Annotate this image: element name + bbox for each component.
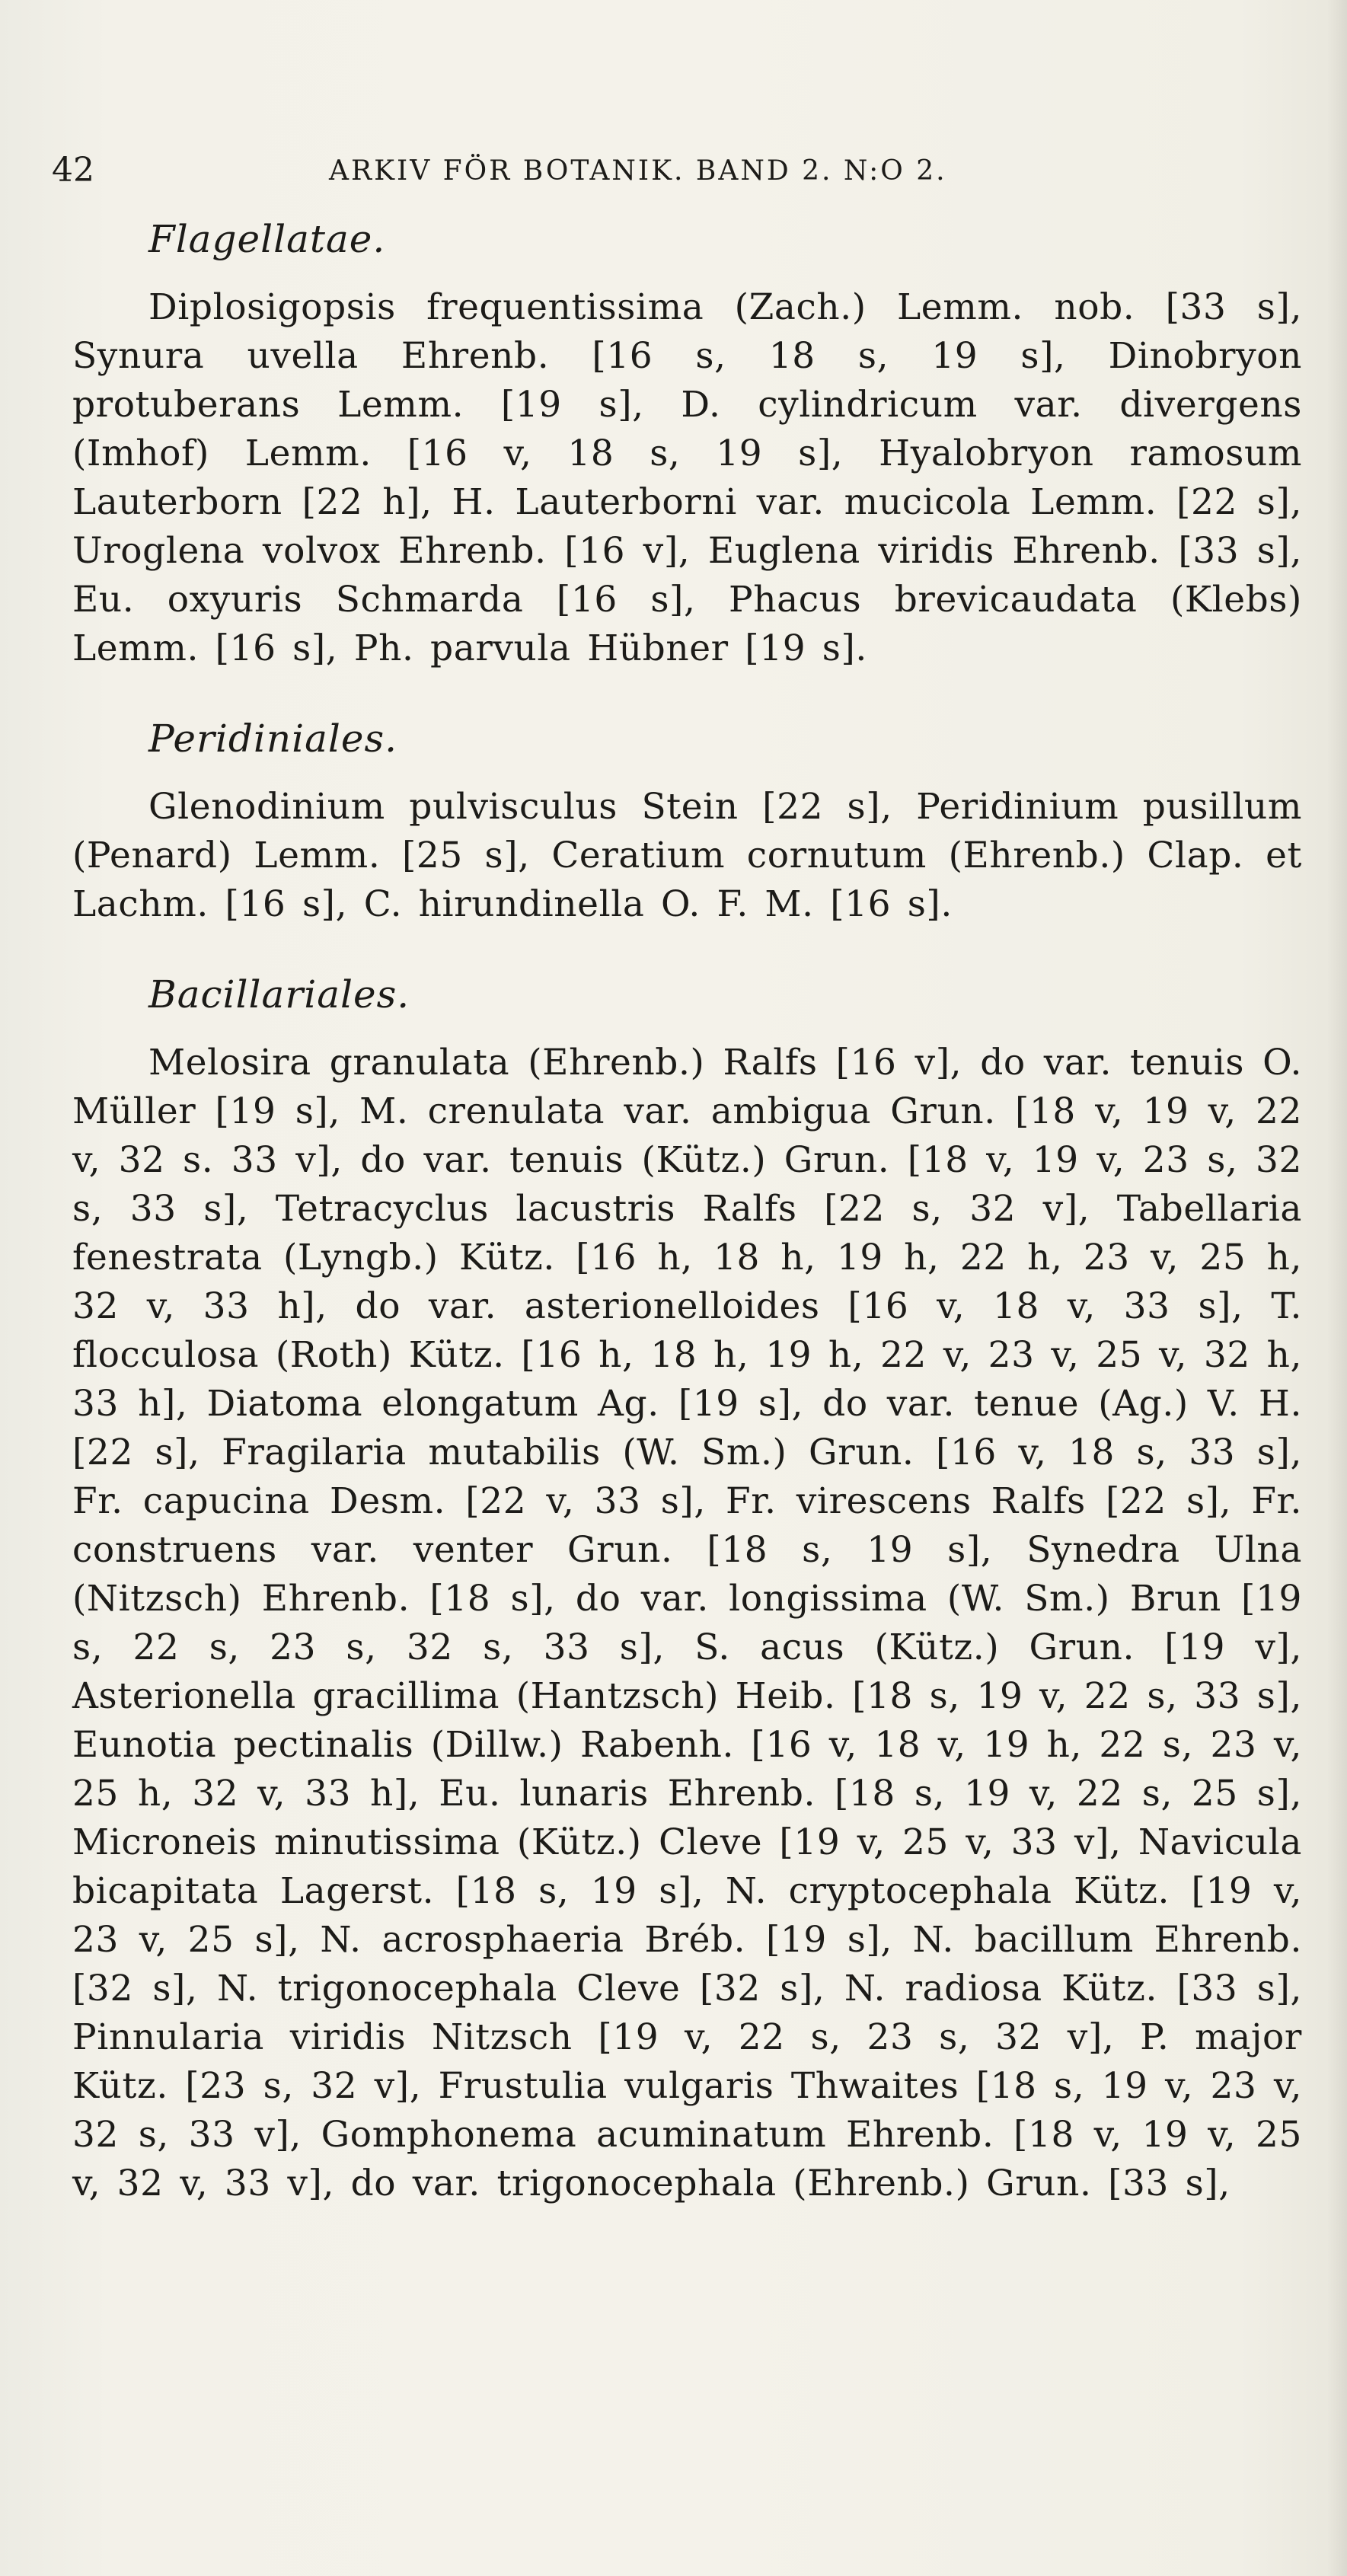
section-heading: Peridiniales. xyxy=(148,717,398,761)
page-text xyxy=(72,215,1302,2208)
section-paragraph: Glenodinium pulvisculus Stein [22 s], Peridinium pusillum (Penard) Lemm. [25 s], Ceratium cornutum (Ehrenb.) Clap. et Lachm. [16 s], C. hirundinella O. F. M. [16 s]. xyxy=(72,786,1302,925)
section-peridiniales xyxy=(72,714,1302,929)
running-title: ARKIV FÖR BOTANIK. BAND 2. N:O 2. xyxy=(329,155,947,187)
section-bacillariales xyxy=(72,970,1302,2208)
section-heading: Bacillariales. xyxy=(148,972,410,1017)
page-header xyxy=(52,151,1057,196)
page-number: 42 xyxy=(52,151,94,190)
page-edge-shadow xyxy=(1327,0,1347,2576)
section-paragraph: Diplosigopsis frequentissima (Zach.) Lemm. nob. [33 s], Synura uvella Ehrenb. [16 s, 18 s, 19 s], Dinobryon protuberans Lemm. [19 s], D. cylindricum var. divergens (Imhof) Lemm. [16 v, 18 s, 19 s], Hyalobryon ramosum Lauterborn [22 h], H. Lauterborni var. mucicola Lemm. [22 s], Uroglena volvox Ehrenb. [16 v], Euglena viridis Ehrenb. [33 s], Eu. oxyuris Schmarda [16 s], Phacus brevicaudata (Klebs) Lemm. [16 s], Ph. parvula Hübner [19 s]. xyxy=(72,286,1302,669)
section-heading: Flagellatae. xyxy=(148,217,386,261)
section-flagellatae xyxy=(72,215,1302,673)
section-paragraph: Melosira granulata (Ehrenb.) Ralfs [16 v], do var. tenuis O. Müller [19 s], M. crenulata var. ambigua Grun. [18 v, 19 v, 22 v, 32 s. 33 v], do var. tenuis (Kütz.) Grun. [18 v, 19 v, 23 s, 32 s, 33 s], Tetracyclus lacustris Ralfs [22 s, 32 v], Tabellaria fenestrata (Lyngb.) Kütz. [16 h, 18 h, 19 h, 22 h, 23 v, 25 h, 32 v, 33 h], do var. asterionelloides [16 v, 18 v, 33 s], T. flocculosa (Roth) Kütz. [16 h, 18 h, 19 h, 22 v, 23 v, 25 v, 32 h, 33 h], Diatoma elongatum Ag. [19 s], do var. tenue (Ag.) V. H. [22 s], Fragilaria mutabilis (W. Sm.) Grun. [16 v, 18 s, 33 s], Fr. capucina Desm. [22 v, 33 s], Fr. virescens Ralfs [22 s], Fr. construens var. venter Grun. [18 s, 19 s], Synedra Ulna (Nitzsch) Ehrenb. [18 s], do var. longissima (W. Sm.) Brun [19 s, 22 s, 23 s, 32 s, 33 s], S. acus (Kütz.) Grun. [19 v], Asterionella gracillima (Hantzsch) Heib. [18 s, 19 v, 22 s, 33 s], Eunotia pectinalis (Dillw.) Rabenh. [16 v, 18 v, 19 h, 22 s, 23 v, 25 h, 32 v, 33 h], Eu. lunaris Ehrenb. [18 s, 19 v, 22 s, 25 s], Microneis minutissima (Kütz.) Cleve [19 v, 25 v, 33 v], Navicula bicapitata Lagerst. [18 s, 19 s], N. cryptocephala Kütz. [19 v, 23 v, 25 s], N. acrosphaeria Bréb. [19 s], N. bacillum Ehrenb. [32 s], N. trigonocephala Cleve [32 s], N. radiosa Kütz. [33 s], Pinnularia viridis Nitzsch [19 v, 22 s, 23 s, 32 v], P. major Kütz. [23 s, 32 v], Frustulia vulgaris Thwaites [18 s, 19 v, 23 v, 32 s, 33 v], Gomphonema acuminatum Ehrenb. [18 v, 19 v, 25 v, 32 v, 33 v], do var. trigonocephala (Ehrenb.) Grun. [33 s], xyxy=(72,1042,1302,2204)
